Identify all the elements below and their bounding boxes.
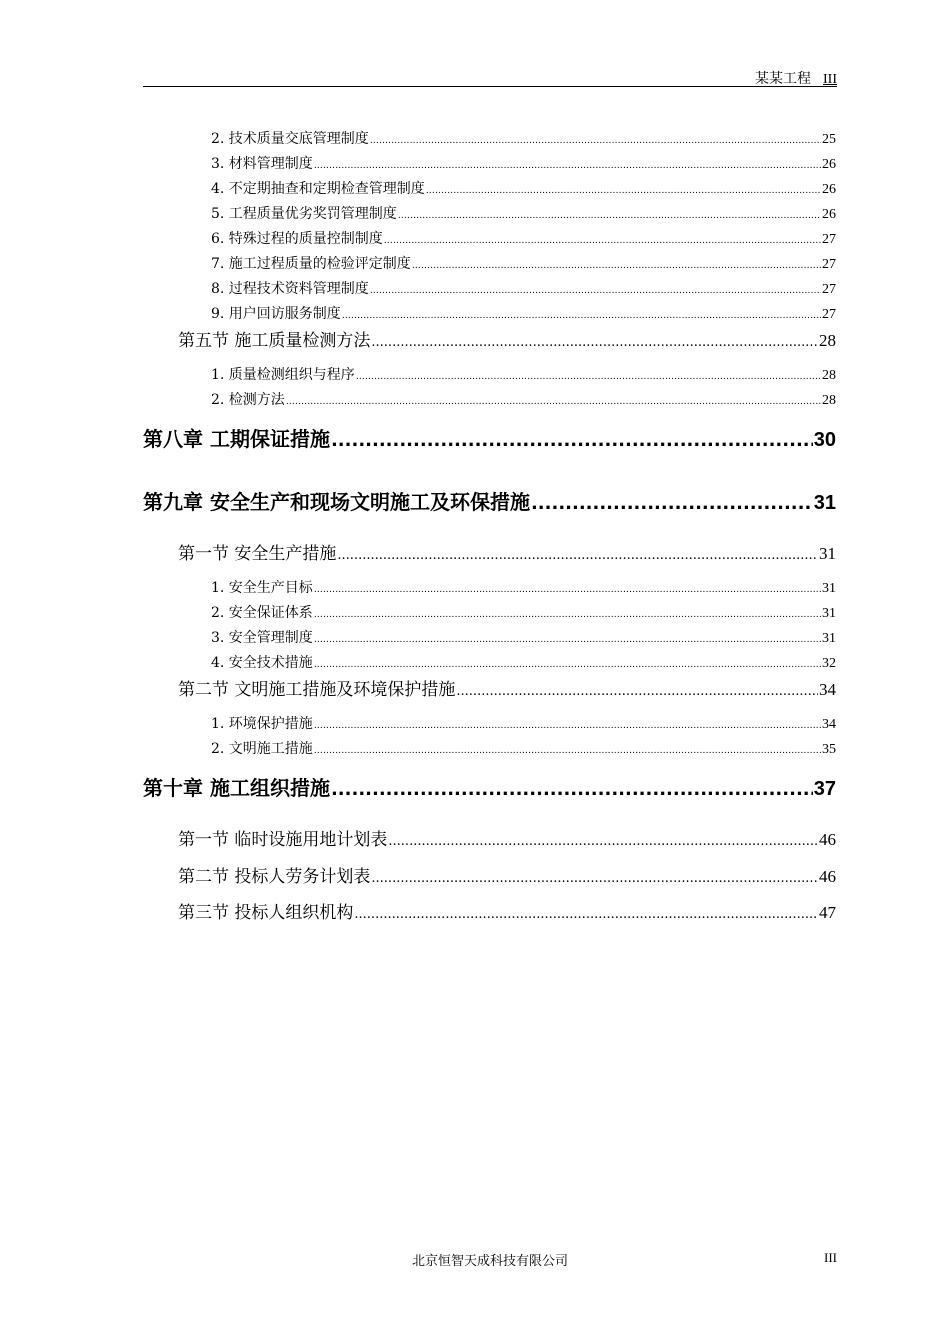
toc-entry-title: 8. 过程技术资料管理制度	[211, 281, 369, 297]
toc-entry-title: 2. 安全保证体系	[211, 605, 313, 621]
toc-leader	[314, 610, 821, 620]
toc-entry-title: 第一节 安全生产措施	[178, 544, 337, 563]
toc-leader	[314, 635, 821, 645]
toc-entry-page: 35	[822, 742, 836, 757]
toc-entry[interactable]	[211, 253, 836, 273]
toc-entry-page: 46	[819, 867, 836, 886]
toc-entry-title: 7. 施工过程质量的检验评定制度	[211, 256, 411, 272]
toc-leader	[370, 136, 821, 146]
toc-section-entry[interactable]	[178, 825, 836, 849]
toc-leader	[371, 871, 818, 886]
toc-entry[interactable]	[211, 738, 836, 758]
toc-entry[interactable]	[211, 203, 836, 223]
toc-entry-title: 6. 特殊过程的质量控制制度	[211, 231, 383, 247]
toc-entry-page: 28	[822, 393, 836, 408]
toc-leader	[371, 335, 818, 350]
toc-leader	[314, 721, 821, 731]
toc-chapter-entry[interactable]	[143, 423, 836, 451]
toc-entry-page: 47	[819, 903, 836, 922]
toc-leader	[426, 186, 821, 196]
toc-section-entry[interactable]	[178, 326, 836, 350]
footer-page-number: III	[824, 1250, 837, 1265]
toc-leader	[388, 834, 818, 849]
toc-entry[interactable]	[211, 389, 836, 409]
header-page-number: III	[823, 72, 837, 87]
toc-entry-page: 27	[822, 282, 836, 297]
header-title: 某某工程	[755, 71, 811, 87]
toc-entry-page: 31	[822, 631, 836, 646]
toc-leader	[531, 493, 813, 514]
toc-leader	[331, 430, 813, 451]
page-footer	[143, 1250, 837, 1270]
toc-leader	[331, 779, 813, 800]
toc-leader	[314, 161, 821, 171]
toc-entry-page: 28	[822, 368, 836, 383]
toc-leader	[412, 261, 821, 271]
toc-entry-title: 第八章 工期保证措施	[143, 427, 330, 451]
toc-entry-title: 3. 材料管理制度	[211, 156, 313, 172]
toc-entry-title: 2. 检测方法	[211, 392, 285, 408]
toc-section-entry[interactable]	[178, 862, 836, 886]
toc-entry-title: 第一节 临时设施用地计划表	[178, 830, 388, 849]
toc-entry-page: 26	[822, 157, 836, 172]
toc-entry[interactable]	[211, 228, 836, 248]
toc-chapter-entry[interactable]	[143, 486, 836, 514]
toc-entry-title: 第五节 施工质量检测方法	[178, 331, 371, 350]
toc-entry-title: 4. 不定期抽查和定期检查管理制度	[211, 181, 425, 197]
toc-entry-title: 5. 工程质量优劣奖罚管理制度	[211, 206, 397, 222]
toc-section-entry[interactable]	[178, 675, 836, 699]
toc-entry-page: 26	[822, 207, 836, 222]
toc-leader	[314, 746, 821, 756]
toc-entry-title: 9. 用户回访服务制度	[211, 306, 341, 322]
toc-entry-title: 1. 质量检测组织与程序	[211, 367, 355, 383]
toc-entry-title: 1. 环境保护措施	[211, 716, 313, 732]
toc-entry-title: 1. 安全生产目标	[211, 580, 313, 596]
toc-entry-page: 32	[822, 656, 836, 671]
toc-entry-title: 第十章 施工组织措施	[143, 776, 330, 800]
toc-leader	[356, 372, 821, 382]
header-text	[755, 68, 837, 88]
toc-leader	[456, 684, 818, 699]
toc-leader	[384, 236, 821, 246]
toc-entry[interactable]	[211, 364, 836, 384]
toc-entry-title: 3. 安全管理制度	[211, 630, 313, 646]
toc-leader	[314, 585, 821, 595]
toc-leader	[354, 907, 818, 922]
footer-company: 北京恒智天成科技有限公司	[411, 1254, 568, 1269]
toc-entry[interactable]	[211, 178, 836, 198]
toc-entry-page: 31	[822, 581, 836, 596]
toc-entry-page: 27	[822, 257, 836, 272]
toc-entry[interactable]	[211, 128, 836, 148]
toc-entry[interactable]	[211, 303, 836, 323]
toc-entry-page: 27	[822, 307, 836, 322]
toc-entry[interactable]	[211, 713, 836, 733]
toc-leader	[286, 397, 821, 407]
toc-entry[interactable]	[211, 602, 836, 622]
toc-leader	[370, 286, 821, 296]
toc-entry-page: 27	[822, 232, 836, 247]
toc-leader	[398, 211, 821, 221]
toc-entry-title: 第三节 投标人组织机构	[178, 903, 354, 922]
toc-leader	[342, 311, 821, 321]
toc-entry-page: 31	[813, 492, 836, 514]
toc-entry[interactable]	[211, 278, 836, 298]
toc-entry-page: 30	[813, 429, 836, 451]
toc-entry-title: 2. 文明施工措施	[211, 741, 313, 757]
toc-entry[interactable]	[211, 577, 836, 597]
toc-entry-page: 31	[819, 544, 836, 563]
toc-entry-title: 2. 技术质量交底管理制度	[211, 131, 369, 147]
toc-entry-page: 46	[819, 830, 836, 849]
toc-entry-page: 28	[819, 331, 836, 350]
toc-entry-title: 第二节 文明施工措施及环境保护措施	[178, 680, 456, 699]
toc-entry-title: 第二节 投标人劳务计划表	[178, 867, 371, 886]
toc-entry[interactable]	[211, 627, 836, 647]
toc-leader	[314, 660, 821, 670]
toc-entry-page: 25	[822, 132, 836, 147]
toc-entry[interactable]	[211, 652, 836, 672]
toc-chapter-entry[interactable]	[143, 772, 836, 800]
toc-section-entry[interactable]	[178, 539, 836, 563]
toc-section-entry[interactable]	[178, 898, 836, 922]
toc-entry-title: 4. 安全技术措施	[211, 655, 313, 671]
toc-entry-page: 31	[822, 606, 836, 621]
toc-entry-page: 26	[822, 182, 836, 197]
page-header	[143, 62, 837, 87]
toc-entry-title: 第九章 安全生产和现场文明施工及环保措施	[143, 490, 530, 514]
toc-entry-page: 34	[819, 680, 836, 699]
toc-entry-page: 37	[813, 778, 836, 800]
toc-leader	[337, 548, 818, 563]
toc-entry-page: 34	[822, 717, 836, 732]
toc-entry[interactable]	[211, 153, 836, 173]
